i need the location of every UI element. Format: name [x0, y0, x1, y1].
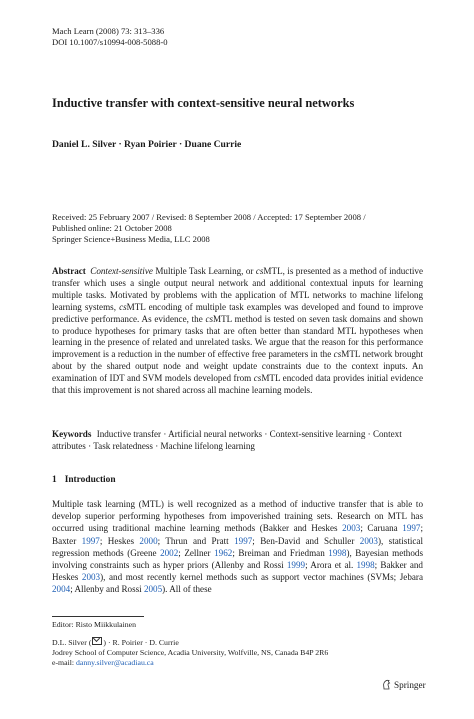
envelope-icon: [92, 637, 102, 645]
intro-text: ), statistical regression methods (Greene: [52, 535, 423, 558]
intro-text: ; Caruana: [360, 523, 403, 534]
editor-note: Editor: Risto Miikkulainen: [52, 620, 137, 629]
email-label: e-mail:: [52, 658, 77, 668]
abstract-emph: cs: [205, 313, 214, 324]
email-link[interactable]: danny.silver@acadiau.ca: [76, 658, 154, 668]
intro-text: ; Allenby and Rossi: [70, 584, 144, 595]
publication-dates: [52, 212, 427, 245]
author-affiliation: [52, 637, 328, 669]
publisher-name: Springer: [394, 680, 426, 690]
keywords-text: Inductive transfer · Artificial neural networks · Context-sensitive learning · Context attributes · Task relatedness · Machine lifelong learning: [52, 429, 402, 451]
copyright: Springer Science+Business Media, LLC 2008: [52, 234, 210, 244]
footnote-rule: [52, 616, 144, 617]
intro-text: ), and most recently kernel methods such as support vector machines (SVMs; Jebara: [100, 572, 423, 583]
intro-text: ; Ben-David and Schuller: [252, 535, 360, 546]
citation-link[interactable]: 1962: [214, 547, 233, 558]
intro-text: ; Thrun and Pratt: [157, 535, 235, 546]
paper-title: Inductive transfer with context-sensitive neural networks: [52, 96, 355, 110]
intro-text: ; Baxter: [52, 523, 423, 546]
citation-link[interactable]: 1998: [328, 547, 347, 558]
abstract-emph: cs: [253, 373, 262, 384]
citation-link[interactable]: 2003: [81, 572, 101, 583]
citation-link[interactable]: 1999: [286, 560, 306, 571]
email-line: [52, 658, 328, 668]
intro-text: ; Breiman and Friedman: [232, 547, 329, 558]
abstract-text: MTL network brought about by the shared output node and weight update constraints due to the context inputs. An examination of IDT and SVM models developed from: [52, 349, 424, 384]
intro-text: ), Bayesian methods involving constraints such as hyper priors (Allenby and Rossi: [52, 547, 423, 571]
abstract-text: MTL encoding of multiple task examples was developed and found to improve predictive performance. As evidence, the: [52, 301, 423, 324]
received-revised-accepted: Received: 25 February 2007 / Revised: 8 September 2008 / Accepted: 17 September 2008 /: [52, 212, 366, 222]
citation-link[interactable]: 2005: [143, 584, 163, 595]
abstract-emph: Context-sensitive: [90, 266, 153, 276]
author-list: Daniel L. Silver · Ryan Poirier · Duane Currie: [52, 139, 242, 150]
abstract-text: MTL encoded data provides initial evidence that this improvement is not shared across all machine learning models.: [52, 373, 423, 396]
journal-header: [52, 26, 168, 48]
abstract-emph: cs: [119, 301, 127, 312]
intro-text: Multiple task learning (MTL) is well recognized as a method of inductive transfer that is able to develop superior performing hypotheses from impoverished training sets. Research on MTL has occurred using traditional machine learning methods (Bakker and Heskes: [52, 499, 423, 534]
abstract-text: MTL method is tested on seven task domains and shown to produce hypotheses for primary tasks that are often better than standard MTL hypotheses when learning in the presence of related and unrelated tasks. We argue that the reason for this performance improvement is a reduction in the number of effective free parameters in the: [52, 313, 424, 360]
section-number: 1: [52, 475, 57, 485]
affiliation-address: Jodrey School of Computer Science, Acadia University, Wolfville, NS, Canada B4P 2R6: [52, 648, 329, 658]
intro-text: ; Bakker and Heskes: [52, 560, 423, 583]
section-title: Introduction: [64, 475, 116, 485]
citation-link[interactable]: 2004: [52, 584, 71, 595]
citation-link[interactable]: 2003: [359, 535, 378, 546]
affil-text: ) · R. Poirier · D. Currie: [103, 638, 179, 647]
springer-horse-icon: [382, 679, 391, 690]
citation-link[interactable]: 2002: [160, 547, 179, 558]
intro-text: ; Arora et al.: [305, 560, 357, 571]
abstract: [52, 266, 423, 397]
citation-link[interactable]: 2000: [139, 535, 158, 546]
section-heading: [52, 475, 116, 485]
intro-text: ; Zellner: [178, 547, 215, 558]
citation-link[interactable]: 1997: [234, 535, 253, 546]
corresponding-authors: [52, 637, 328, 648]
abstract-text: Multiple Task Learning, or: [152, 266, 256, 276]
abstract-emph: cs: [333, 349, 342, 360]
keywords-label: Keywords: [52, 429, 92, 439]
published-online: Published online: 21 October 2008: [52, 223, 172, 233]
keywords: [52, 428, 423, 452]
affil-text: D.L. Silver (: [52, 638, 92, 647]
citation-link[interactable]: 1997: [81, 535, 100, 546]
intro-paragraph: [52, 498, 423, 596]
abstract-text: MTL, is presented as a method of inductive transfer which uses a single output neural network and additional contextual inputs for learning multiple tasks. Motivated by problems with the application of MTL networks to machine lifelong learning systems,: [52, 266, 423, 312]
citation-link[interactable]: 1998: [356, 560, 375, 571]
abstract-emph: cs: [255, 266, 264, 276]
intro-text: ; Heskes: [99, 535, 140, 546]
citation-link[interactable]: 1997: [402, 523, 421, 534]
abstract-label: Abstract: [52, 266, 86, 276]
publisher-logo: [382, 679, 426, 690]
journal-citation: Mach Learn (2008) 73: 313–336: [52, 26, 165, 36]
citation-link[interactable]: 2003: [342, 523, 361, 534]
intro-text: ). All of these: [162, 584, 212, 595]
doi: DOI 10.1007/s10994-008-5088-0: [52, 37, 168, 47]
